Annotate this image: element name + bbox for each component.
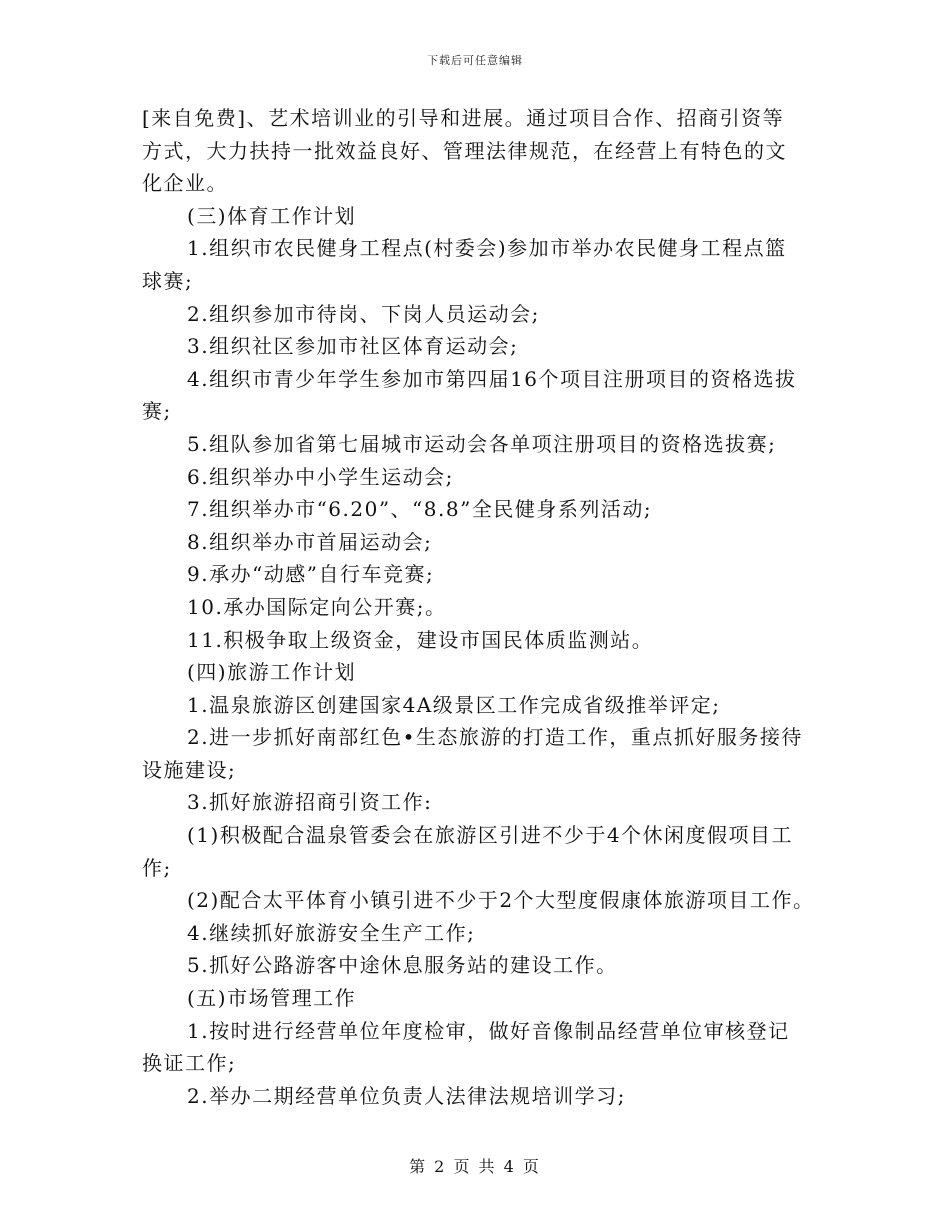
text-line: 赛; bbox=[142, 399, 172, 424]
text-line: 作; bbox=[142, 855, 172, 880]
list-item: 1.组织市农民健身工程点(村委会)参加市举办农民健身工程点篮 bbox=[187, 236, 787, 261]
list-item: 5.组队参加省第七届城市运动会各单项注册项目的资格选拔赛; bbox=[187, 431, 777, 456]
list-item: 3.组织社区参加市社区体育运动会; bbox=[187, 334, 519, 359]
text-line: 换证工作; bbox=[142, 1051, 237, 1076]
list-item: 11.积极争取上级资金，建设市国民体质监测站。 bbox=[187, 627, 654, 652]
text-line: 设施建设; bbox=[142, 757, 237, 782]
list-item: (1)积极配合温泉管委会在旅游区引进不少于4个休闲度假项目工 bbox=[187, 823, 794, 848]
list-item: 10.承办国际定向公开赛;。 bbox=[187, 594, 447, 619]
text-line: 方式，大力扶持一批效益良好、管理法律规范，在经营上有特色的文 bbox=[142, 138, 787, 163]
list-item: (2)配合太平体育小镇引进不少于2个大型度假康体旅游项目工作。 bbox=[187, 888, 815, 913]
list-item: 2.举办二期经营单位负责人法律法规培训学习; bbox=[187, 1083, 626, 1108]
text-line: [来自免费]、艺术培训业的引导和进展。通过项目合作、招商引资等 bbox=[142, 106, 785, 130]
list-item: 2.进一步抓好南部红色•生态旅游的打造工作，重点抓好服务接待 bbox=[187, 725, 803, 750]
section-heading: (五)市场管理工作 bbox=[187, 986, 357, 1011]
list-item: 5.抓好公路游客中途休息服务站的建设工作。 bbox=[187, 953, 618, 978]
document-body bbox=[142, 102, 815, 1112]
list-item: 9.承办“动感”自行车竞赛; bbox=[187, 562, 435, 587]
list-item: 4.继续抓好旅游安全生产工作; bbox=[187, 920, 476, 945]
section-heading: (四)旅游工作计划 bbox=[187, 660, 357, 685]
text-line: 球赛; bbox=[142, 268, 194, 293]
text-line: 化企业。 bbox=[142, 171, 228, 196]
page-footer: 第 2 页 共 4 页 bbox=[409, 1157, 541, 1176]
list-item: 8.组织举办市首届运动会; bbox=[187, 529, 433, 554]
page-header: 下载后可任意编辑 bbox=[427, 54, 523, 67]
list-item: 1.温泉旅游区创建国家4A级景区工作完成省级推举评定; bbox=[187, 692, 721, 717]
list-item: 6.组织举办中小学生运动会; bbox=[187, 464, 454, 489]
section-heading: (三)体育工作计划 bbox=[187, 203, 357, 228]
list-item: 4.组织市青少年学生参加市第四届16个项目注册项目的资格选拔 bbox=[187, 366, 797, 391]
list-item: 3.抓好旅游招商引资工作: bbox=[187, 790, 433, 815]
list-item: 7.组织举办市“6.20”、“8.8”全民健身系列活动; bbox=[187, 497, 653, 522]
list-item: 1.按时进行经营单位年度检审，做好音像制品经营单位审核登记 bbox=[187, 1018, 790, 1043]
list-item: 2.组织参加市待岗、下岗人员运动会; bbox=[187, 301, 540, 326]
